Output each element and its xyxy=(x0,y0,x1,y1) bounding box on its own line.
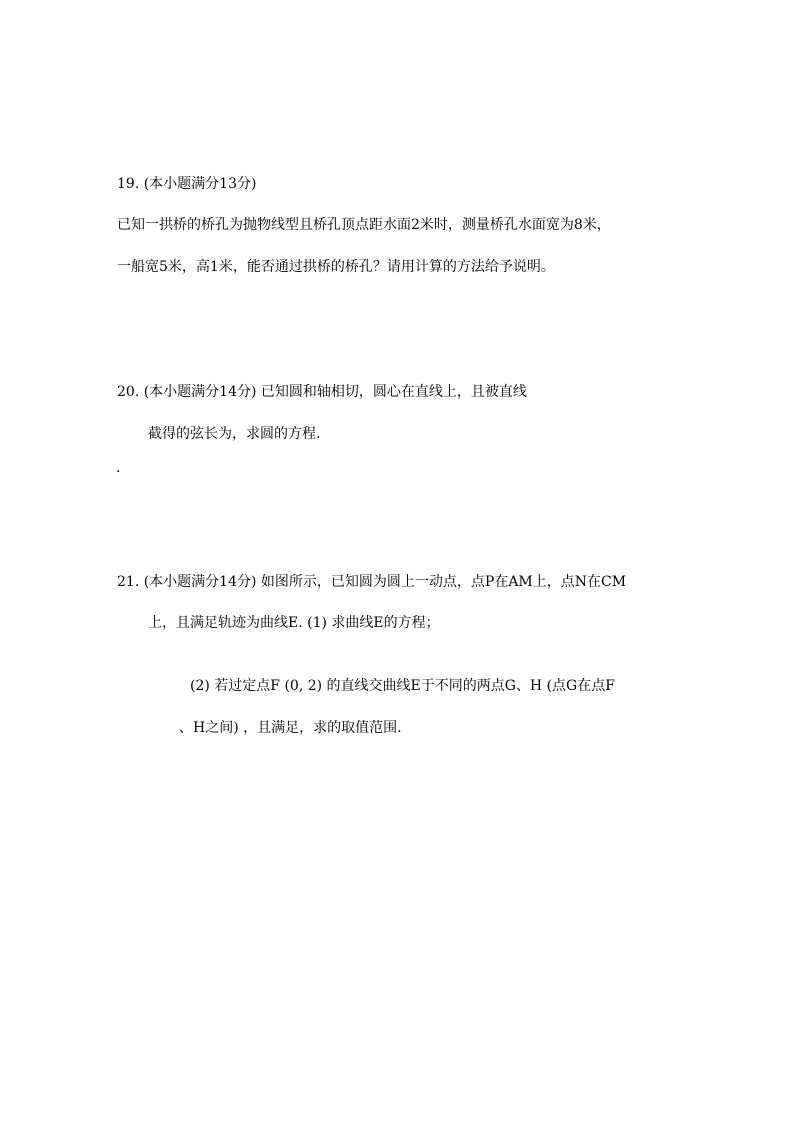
problem-20-line-1: 截得的弦长为，求圆的方程. xyxy=(148,426,321,442)
problem-21-line-3: 、H之间) ，且满足，求的取值范围. xyxy=(179,720,402,736)
problem-21-line-1: 上，且满足轨迹为曲线E. (1) 求曲线E的方程； xyxy=(148,615,440,631)
problem-19-line-2: 一船宽5米，高1米，能否通过拱桥的桥孔？请用计算的方法给予说明。 xyxy=(117,259,555,275)
problem-19-line-1: 已知一拱桥的桥孔为抛物线型且桥孔顶点距水面2米时，测量桥孔水面宽为8米， xyxy=(117,217,611,233)
problem-19-header: 19. (本小题满分13分) xyxy=(117,176,257,192)
problem-20-stray-dot: . xyxy=(116,460,121,476)
problem-21-header: 21. (本小题满分14分) 如图所示，已知圆为圆上一动点，点P在AM上，点N在CM xyxy=(117,574,627,590)
problem-20-header: 20. (本小题满分14分) 已知圆和轴相切，圆心在直线上，且被直线 xyxy=(117,384,527,400)
problem-21-line-2: (2) 若过定点F (0, 2) 的直线交曲线E于不同的两点G、H (点G在点F xyxy=(190,678,615,694)
